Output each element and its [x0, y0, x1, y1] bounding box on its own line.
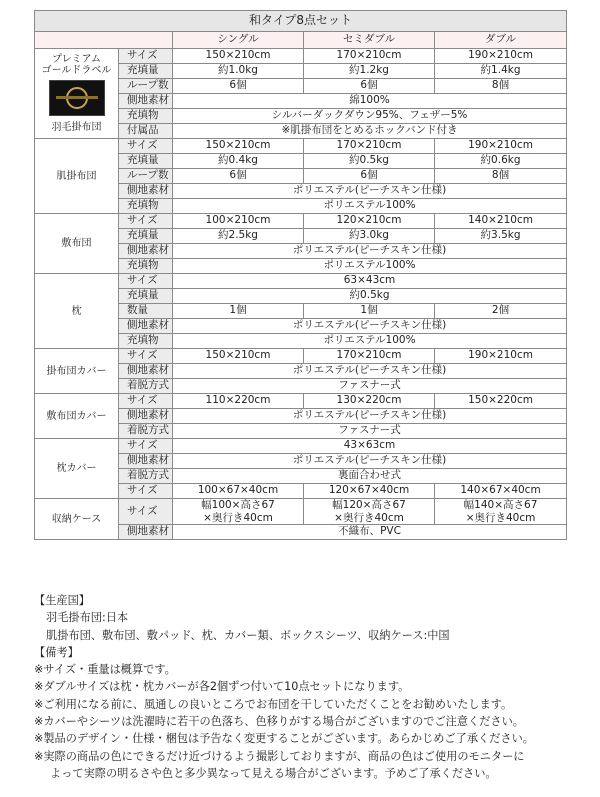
cell-value: 6個 — [173, 79, 304, 94]
premium-line1: プレミアム — [52, 54, 101, 65]
remark-line: ※サイズ・重量は概算です。 — [34, 663, 176, 677]
row-label: 充填量 — [119, 154, 173, 169]
cell-value: 綿100% — [173, 94, 567, 109]
cell-value: ポリエステル100% — [173, 334, 567, 349]
row-label: 側地素材 — [119, 94, 173, 109]
category-hada-kake: 肌掛布団 — [35, 139, 119, 214]
category-shiki-futon: 敷布団 — [35, 214, 119, 274]
remark-line: ※ご利用になる前に、風通しの良いところでお布団を干していただくことをお勧めいたします。 — [34, 697, 513, 711]
category-pillow: 枕 — [35, 274, 119, 349]
cell-value: 170×210cm — [304, 139, 435, 154]
table-row — [35, 394, 567, 409]
row-label: サイズ — [119, 274, 173, 289]
row-label: 充填量 — [119, 289, 173, 304]
category-premium-down — [35, 49, 119, 139]
cell-value: 約0.4kg — [173, 154, 304, 169]
row-label: 側地素材 — [119, 244, 173, 259]
table-row — [35, 349, 567, 364]
row-label: サイズ — [119, 49, 173, 64]
cell-value: ポリエステル100% — [173, 199, 567, 214]
cell-value: 140×210cm — [435, 214, 567, 229]
cell-value: 6個 — [304, 169, 435, 184]
category-pillow-cover: 枕カバー — [35, 439, 119, 499]
cell-value: 6個 — [173, 169, 304, 184]
table-row — [35, 139, 567, 154]
row-label: 側地素材 — [119, 319, 173, 334]
cell-value: ポリエステル(ピーチスキン仕様) — [173, 364, 567, 379]
cell-value: 2個 — [435, 304, 567, 319]
cell-value: 150×210cm — [173, 49, 304, 64]
cell-value: ファスナー式 — [173, 379, 567, 394]
cell-value: 120×67×40cm — [304, 484, 435, 499]
cell-value: 約0.6kg — [435, 154, 567, 169]
header-double: ダブル — [435, 32, 567, 49]
cell-value: ポリエステル(ピーチスキン仕様) — [173, 244, 567, 259]
header-blank — [35, 32, 173, 49]
row-label: 着脱方式 — [119, 469, 173, 484]
origin-line: 羽毛掛布団:日本 — [46, 611, 129, 625]
cell-value: 190×210cm — [435, 349, 567, 364]
row-label: 充填物 — [119, 109, 173, 124]
cell-value: 130×220cm — [304, 394, 435, 409]
header-single: シングル — [173, 32, 304, 49]
row-label: 付属品 — [119, 124, 173, 139]
cell-value: 150×220cm — [435, 394, 567, 409]
row-label: 側地素材 — [119, 525, 173, 540]
cell-value: 170×210cm — [304, 349, 435, 364]
gold-label-emblem-icon — [49, 80, 105, 116]
row-label: ループ数 — [119, 79, 173, 94]
row-label: ループ数 — [119, 169, 173, 184]
cell-value: 約3.0kg — [304, 229, 435, 244]
cell-value: 幅120×高さ67 ×奥行き40cm — [304, 499, 435, 525]
premium-line2: ゴールドラベル — [41, 65, 112, 76]
cell-value: 1個 — [304, 304, 435, 319]
row-label: サイズ — [119, 499, 173, 525]
table-row — [35, 499, 567, 525]
cell-value: ポリエステル(ピーチスキン仕様) — [173, 409, 567, 424]
cell-value: 約1.0kg — [173, 64, 304, 79]
row-label: 充填量 — [119, 64, 173, 79]
cell-value: 110×220cm — [173, 394, 304, 409]
origin-line: 肌掛布団、敷布団、敷パッド、枕、カバー類、ボックスシーツ、収納ケース:中国 — [46, 628, 450, 642]
cell-value: 幅140×高さ67 ×奥行き40cm — [435, 499, 567, 525]
row-label: 充填物 — [119, 199, 173, 214]
cell-value: 190×210cm — [435, 49, 567, 64]
premium-item-name: 羽毛掛布団 — [51, 122, 102, 133]
table-row — [35, 49, 567, 64]
cell-value: 170×210cm — [304, 49, 435, 64]
row-label: 着脱方式 — [119, 379, 173, 394]
category-shiki-cover: 敷布団カバー — [35, 394, 119, 439]
table-title: 和タイプ8点セット — [35, 11, 567, 32]
cell-value: 6個 — [304, 79, 435, 94]
cell-value: 8個 — [435, 169, 567, 184]
cell-value: 約0.5kg — [173, 289, 567, 304]
notes-section — [34, 592, 574, 782]
size-header-row — [35, 32, 567, 49]
cell-value: 不織布、PVC — [173, 525, 567, 540]
origin-heading: 【生産国】 — [34, 594, 90, 607]
row-label: サイズ — [119, 394, 173, 409]
remark-line: ※実際の商品の色にできるだけ近づけるよう撮影しておりますが、商品の色はご使用のモニターに — [34, 749, 525, 763]
remark-line: よって実際の明るさや色と多少異なって見える場合がございます。予めご了承ください。 — [50, 766, 497, 780]
remarks-heading: 【備考】 — [34, 645, 79, 659]
cell-value: 100×210cm — [173, 214, 304, 229]
cell-value: ポリエステル(ピーチスキン仕様) — [173, 319, 567, 334]
cell-value: 約3.5kg — [435, 229, 567, 244]
cell-value: 150×210cm — [173, 139, 304, 154]
cell-value: 43×63cm — [173, 439, 567, 454]
remark-line: ※ダブルサイズは枕・枕カバーが各2個ずつ付いて10点セットになります。 — [34, 680, 410, 694]
cell-value: 約2.5kg — [173, 229, 304, 244]
row-label: 側地素材 — [119, 454, 173, 469]
cell-value: 150×210cm — [173, 349, 304, 364]
category-kake-cover: 掛布団カバー — [35, 349, 119, 394]
row-label: 数量 — [119, 304, 173, 319]
row-label: サイズ — [119, 139, 173, 154]
cell-value: ポリエステル(ピーチスキン仕様) — [173, 184, 567, 199]
cell-value: 幅100×高さ67 ×奥行き40cm — [173, 499, 304, 525]
header-semi-double: セミダブル — [304, 32, 435, 49]
cell-value: 190×210cm — [435, 139, 567, 154]
cell-value: ポリエステル(ピーチスキン仕様) — [173, 454, 567, 469]
category-storage-case: 収納ケース — [35, 499, 119, 540]
cell-value: 120×210cm — [304, 214, 435, 229]
row-label: 充填量 — [119, 229, 173, 244]
cell-value: 約1.4kg — [435, 64, 567, 79]
row-label: 側地素材 — [119, 184, 173, 199]
row-label: サイズ — [119, 484, 173, 499]
cell-value: 1個 — [173, 304, 304, 319]
row-label: 充填物 — [119, 334, 173, 349]
cell-value: ファスナー式 — [173, 424, 567, 439]
table-title-row — [35, 11, 567, 32]
row-label: 側地素材 — [119, 409, 173, 424]
cell-value: 約0.5kg — [304, 154, 435, 169]
cell-value: 約1.2kg — [304, 64, 435, 79]
cell-value: 8個 — [435, 79, 567, 94]
cell-value: 140×67×40cm — [435, 484, 567, 499]
cell-value: ポリエステル100% — [173, 259, 567, 274]
row-label: 充填物 — [119, 259, 173, 274]
remark-line: ※製品のデザイン・仕様・梱包は予告なく変更することがございます。あらかじめご了承ください。 — [34, 732, 534, 746]
row-label: 着脱方式 — [119, 424, 173, 439]
cell-value: 裏面合わせ式 — [173, 469, 567, 484]
remark-line: ※カバーやシーツは洗濯時に若干の色落ち、色移りがする場合がございますのでご注意ください。 — [34, 715, 524, 729]
table-row — [35, 214, 567, 229]
cell-value: 100×67×40cm — [173, 484, 304, 499]
row-label: 側地素材 — [119, 364, 173, 379]
table-row — [35, 439, 567, 454]
cell-value: シルバーダックダウン95%、フェザー5% — [173, 109, 567, 124]
row-label: サイズ — [119, 214, 173, 229]
cell-value: ※肌掛布団をとめるホックバンド付き — [173, 124, 567, 139]
cell-value: 63×43cm — [173, 274, 567, 289]
row-label: サイズ — [119, 439, 173, 454]
spec-table — [34, 10, 567, 540]
row-label: サイズ — [119, 349, 173, 364]
table-row — [35, 274, 567, 289]
